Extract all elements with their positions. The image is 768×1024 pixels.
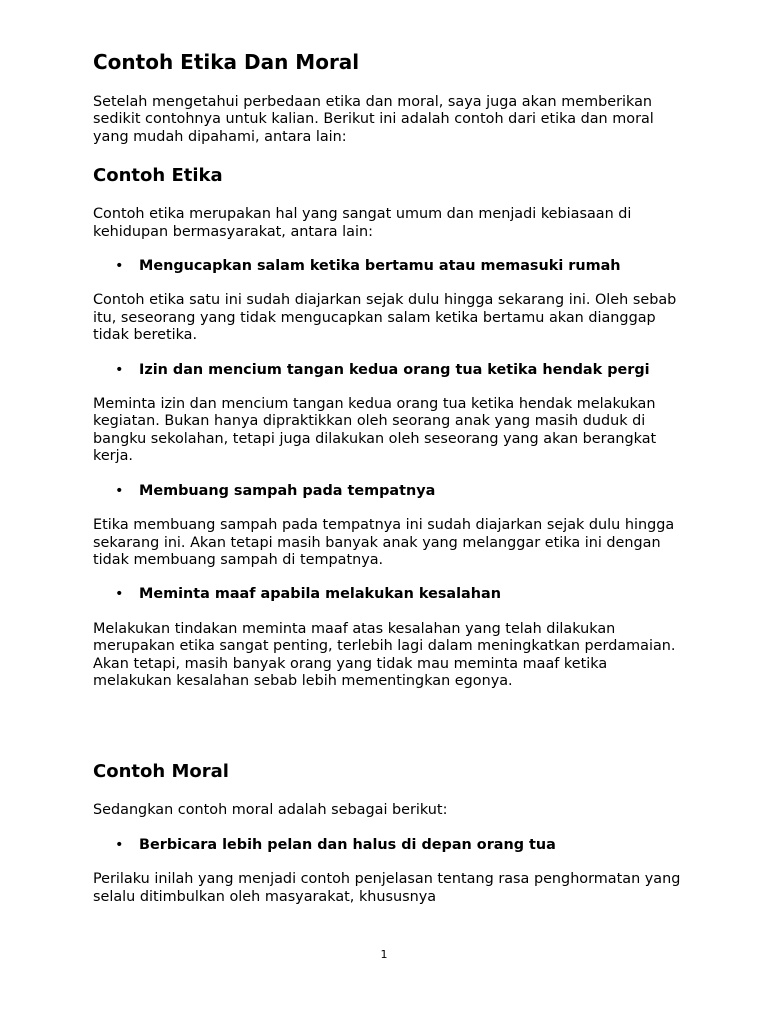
etika-intro-paragraph: Contoh etika merupakan hal yang sangat umum dan menjadi kebiasaan di kehidupan bermasyarakat, antara lain: bbox=[93, 206, 632, 240]
bullet-list bbox=[93, 258, 683, 275]
bullet-icon: • bbox=[115, 836, 124, 853]
bullet-icon: • bbox=[115, 361, 124, 378]
body-paragraph: Melakukan tindakan meminta maaf atas kesalahan yang telah dilakukan merupakan etika sangat penting, terlebih lagi dalam meningkatkan perdamaian. Akan tetapi, masih banyak orang yang tidak mau meminta maaf ketika melakukan kesalahan sebab lebih mementingkan egonya. bbox=[93, 620, 676, 689]
bullet-item bbox=[93, 362, 683, 379]
bullet-list bbox=[93, 837, 683, 854]
bullet-item bbox=[93, 483, 683, 500]
page-number: 1 bbox=[380, 948, 388, 961]
bullet-text: Izin dan mencium tangan kedua orang tua ketika hendak pergi bbox=[139, 361, 650, 378]
bullet-list bbox=[93, 586, 683, 603]
bullet-list bbox=[93, 362, 683, 379]
bullet-list bbox=[93, 483, 683, 500]
bullet-text: Membuang sampah pada tempatnya bbox=[139, 482, 436, 499]
body-paragraph: Contoh etika satu ini sudah diajarkan sejak dulu hingga sekarang ini. Oleh sebab itu, seseorang yang tidak mengucapkan salam ketika bertamu akan dianggap tidak beretika. bbox=[93, 292, 677, 344]
bullet-item bbox=[93, 258, 683, 275]
moral-intro-paragraph: Sedangkan contoh moral adalah sebagai berikut: bbox=[93, 802, 448, 819]
body-paragraph: Meminta izin dan mencium tangan kedua orang tua ketika hendak melakukan kegiatan. Bukan hanya dipraktikkan oleh seorang anak yang masih duduk di bangku sekolahan, tetapi juga dilakukan oleh seseorang yang akan berangkat kerja. bbox=[93, 396, 657, 465]
document-title: Contoh Etika Dan Moral bbox=[93, 50, 360, 74]
body-paragraph: Etika membuang sampah pada tempatnya ini sudah diajarkan sejak dulu hingga sekarang ini. Akan tetapi masih banyak anak yang melanggar etika ini dengan tidak membuang sampah di tempatnya. bbox=[93, 517, 675, 568]
bullet-item bbox=[93, 586, 683, 603]
section-heading-etika: Contoh Etika bbox=[93, 165, 223, 187]
bullet-icon: • bbox=[115, 482, 124, 499]
blank-space bbox=[93, 707, 683, 759]
bullet-text: Berbicara lebih pelan dan halus di depan orang tua bbox=[139, 836, 556, 853]
body-paragraph: Perilaku inilah yang menjadi contoh penjelasan tentang rasa penghormatan yang selalu ditimbulkan oleh masyarakat, khususnya bbox=[93, 871, 681, 905]
bullet-text: Meminta maaf apabila melakukan kesalahan bbox=[139, 586, 501, 603]
intro-paragraph: Setelah mengetahui perbedaan etika dan moral, saya juga akan memberikan sedikit contohnya untuk kalian. Berikut ini adalah contoh dari etika dan moral yang mudah dipahami, antara lain: bbox=[93, 94, 654, 145]
bullet-icon: • bbox=[115, 258, 124, 275]
bullet-icon: • bbox=[115, 586, 124, 603]
document-page bbox=[93, 48, 683, 923]
bullet-text: Mengucapkan salam ketika bertamu atau memasuki rumah bbox=[139, 258, 621, 275]
bullet-item bbox=[93, 837, 683, 854]
section-heading-moral: Contoh Moral bbox=[93, 761, 229, 783]
